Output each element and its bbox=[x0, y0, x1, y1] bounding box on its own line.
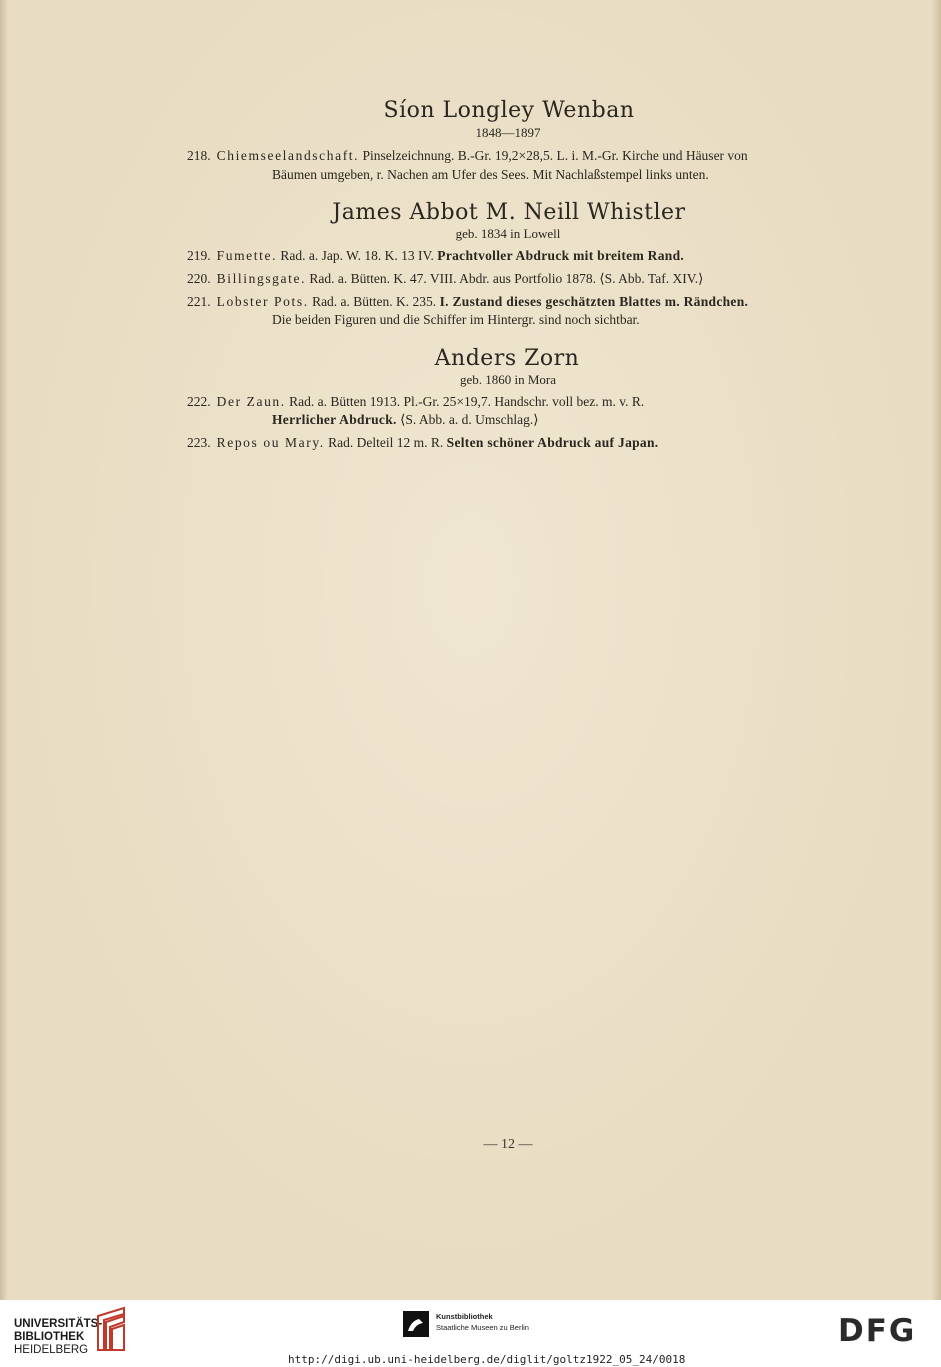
entry-number: 221. bbox=[187, 294, 211, 309]
library-name[interactable] bbox=[14, 1318, 102, 1357]
entry-number: 223. bbox=[187, 435, 211, 450]
entry-222-continuation bbox=[272, 412, 538, 428]
entry-number: 219. bbox=[187, 248, 211, 263]
entry-title: Billingsgate. bbox=[216, 271, 307, 286]
entry-highlight: I. Zustand dieses geschätzten Blattes m. Rändchen. bbox=[439, 294, 749, 309]
catalog-entry-220 bbox=[187, 271, 703, 287]
entry-number: 218. bbox=[187, 148, 211, 163]
catalog-entry-221 bbox=[187, 294, 748, 310]
artist-dates-wenban: 1848—1897 bbox=[475, 125, 541, 140]
library-line-2: BIBLIOTHEK bbox=[14, 1331, 85, 1343]
catalog-entry-223 bbox=[187, 435, 658, 451]
page-number: — 12 — bbox=[483, 1137, 533, 1152]
catalog-entry-222 bbox=[187, 394, 644, 410]
entry-highlight: Herrlicher Abdruck. bbox=[272, 412, 397, 427]
kunstbibliothek-logo-icon[interactable] bbox=[403, 1311, 429, 1337]
museum-mark-icon bbox=[403, 1311, 429, 1337]
entry-title: Der Zaun. bbox=[216, 394, 286, 409]
library-line-1: UNIVERSITÄTS- bbox=[14, 1318, 103, 1330]
artist-dates-whistler: geb. 1834 in Lowell bbox=[455, 226, 561, 241]
entry-text: Rad. a. Bütten 1913. Pl.-Gr. 25×19,7. Handschr. voll bez. m. v. R. bbox=[289, 394, 645, 409]
entry-text: ⟨S. Abb. a. d. Umschlag.⟩ bbox=[400, 412, 539, 427]
entry-text: Rad. a. Bütten. K. 235. bbox=[312, 294, 437, 309]
entry-number: 220. bbox=[187, 271, 211, 286]
entry-218-continuation: Bäumen umgeben, r. Nachen am Ufer des Sees. Mit Nachlaßstempel links unten. bbox=[272, 167, 709, 182]
dfg-logo[interactable]: DFG bbox=[838, 1313, 917, 1349]
entry-highlight: Prachtvoller Abdruck mit breitem Rand. bbox=[437, 248, 685, 263]
entry-text: Pinselzeichnung. B.-Gr. 19,2×28,5. L. i. M.-Gr. Kirche und Häuser von bbox=[362, 148, 748, 163]
catalog-entry-218 bbox=[187, 148, 748, 164]
entry-title: Fumette. bbox=[216, 248, 278, 263]
entry-number: 222. bbox=[187, 394, 211, 409]
permalink-url[interactable]: http://digi.ub.uni-heidelberg.de/diglit/goltz1922_05_24/0018 bbox=[288, 1353, 686, 1366]
entry-text: Rad. a. Bütten. K. 47. VIII. Abdr. aus Portfolio 1878. ⟨S. Abb. Taf. XIV.⟩ bbox=[309, 271, 704, 286]
kb-line-1: Kunstbibliothek bbox=[436, 1312, 493, 1321]
entry-title: Repos ou Mary. bbox=[216, 435, 325, 450]
entry-title: Lobster Pots. bbox=[216, 294, 309, 309]
artist-heading-whistler: James Abbot M. Neill Whistler bbox=[332, 200, 686, 225]
entry-221-continuation: Die beiden Figuren und die Schiffer im Hintergr. sind noch sichtbar. bbox=[272, 312, 640, 327]
entry-text: Rad. Delteil 12 m. R. bbox=[328, 435, 444, 450]
kb-line-2: Staatliche Museen zu Berlin bbox=[436, 1323, 529, 1332]
library-line-3: HEIDELBERG bbox=[14, 1344, 89, 1356]
catalog-entry-219 bbox=[187, 248, 684, 264]
entry-title: Chiemseelandschaft. bbox=[216, 148, 360, 163]
artist-dates-zorn: geb. 1860 in Mora bbox=[459, 372, 557, 387]
entry-text: Rad. a. Jap. W. 18. K. 13 IV. bbox=[280, 248, 434, 263]
artist-heading-wenban: Síon Longley Wenban bbox=[383, 98, 635, 123]
university-library-logo-icon[interactable] bbox=[94, 1306, 128, 1352]
entry-highlight: Selten schöner Abdruck auf Japan. bbox=[446, 435, 659, 450]
kunstbibliothek-credit bbox=[436, 1311, 529, 1333]
artist-heading-zorn: Anders Zorn bbox=[434, 346, 580, 371]
